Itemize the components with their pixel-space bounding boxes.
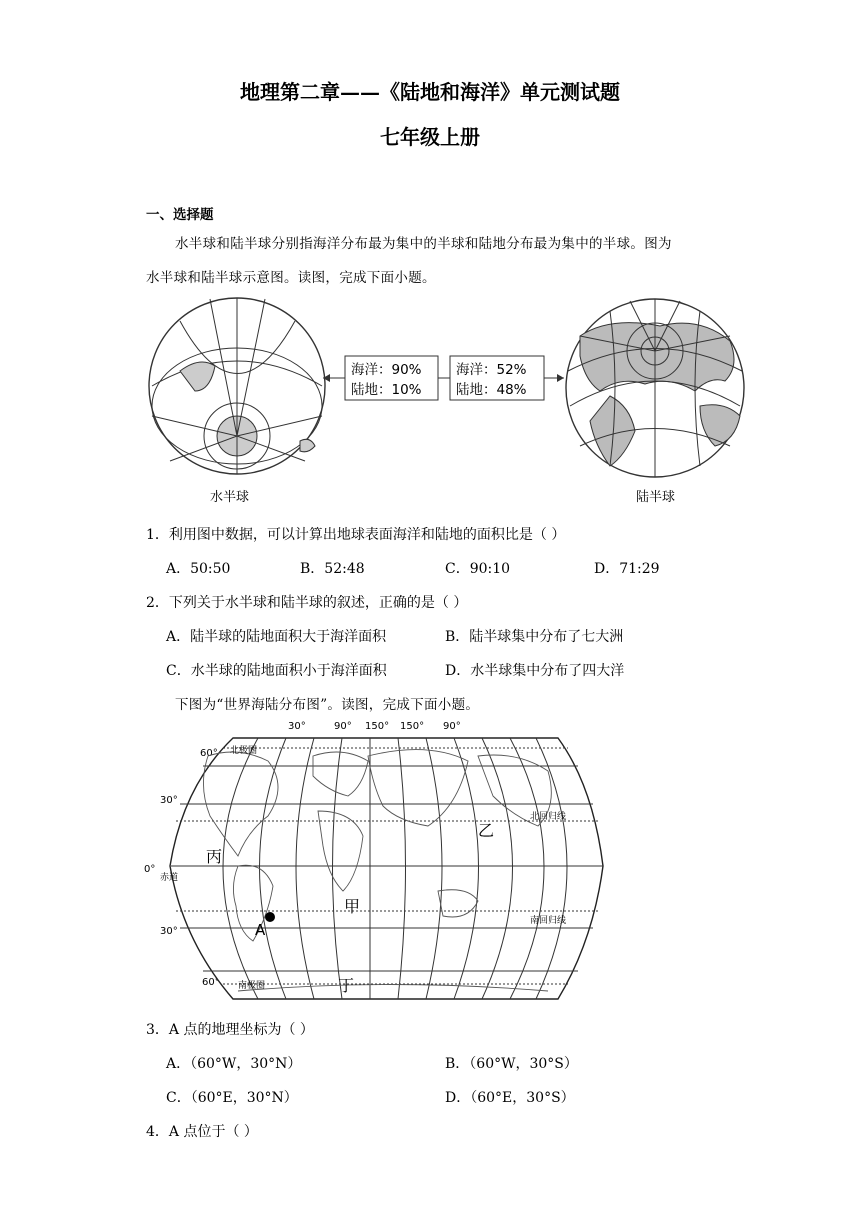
right-arrowhead (557, 374, 564, 382)
marker-a: A (255, 921, 266, 939)
figure2-intro: 下图为“世界海陆分布图”。读图，完成下面小题。 (175, 697, 480, 713)
top-lon-label-3: 150° (365, 721, 390, 732)
marker-bing: 丙 (206, 847, 223, 866)
page-subtitle: 七年级上册 (380, 125, 480, 149)
land-land-pct: 陆地：48% (456, 382, 527, 398)
left-lat-label-60s: 60° (202, 977, 220, 988)
land-ocean-pct: 海洋：52% (456, 362, 527, 378)
hemisphere-figure (140, 296, 750, 510)
q3-option-c[interactable]: C．（60°E，30°N） (166, 1090, 298, 1106)
map-outline (170, 738, 603, 999)
equator-label: 赤道 (160, 873, 179, 883)
q3-option-a[interactable]: A．（60°W，30°N） (166, 1056, 302, 1072)
q1-option-b[interactable]: B．52:48 (300, 561, 365, 577)
q2-option-b[interactable]: B．陆半球集中分布了七大洲 (445, 629, 624, 645)
q1-option-c[interactable]: C．90:10 (445, 561, 511, 577)
top-lon-label-2: 90° (334, 721, 352, 732)
world-map-figure (138, 716, 618, 1006)
q2-option-c[interactable]: C．水半球的陆地面积小于海洋面积 (166, 663, 387, 679)
water-hemisphere-label: 水半球 (210, 490, 250, 505)
land-hemisphere-globe (566, 299, 744, 477)
marker-yi: 乙 (478, 821, 495, 840)
top-lon-label-1: 30° (288, 721, 306, 732)
land-hemisphere-label: 陆半球 (636, 490, 676, 505)
q2-option-a[interactable]: A．陆半球的陆地面积大于海洋面积 (166, 629, 387, 645)
arctic-circle-label: 北极圈 (230, 746, 258, 756)
q3-option-d[interactable]: D．（60°E，30°S） (445, 1090, 575, 1106)
marker-jia: 甲 (344, 897, 361, 916)
water-land-pct: 陆地：10% (351, 382, 422, 398)
tropic-capricorn-label: 南回归线 (530, 916, 567, 926)
question-1-stem: 1．利用图中数据，可以计算出地球表面海洋和陆地的面积比是（ ） (146, 527, 566, 543)
question-3-stem: 3．A 点的地理坐标为（ ） (146, 1022, 314, 1038)
left-lat-label-30s: 30° (160, 926, 178, 937)
tropic-cancer-label: 北回归线 (530, 812, 567, 822)
section-heading: 一、选择题 (146, 207, 214, 223)
intro-line-2: 水半球和陆半球示意图。读图，完成下面小题。 (146, 270, 436, 286)
point-a-dot (265, 912, 275, 922)
left-lat-label-60n: 60° (200, 748, 218, 759)
question-2-stem: 2．下列关于水半球和陆半球的叙述，正确的是（ ） (146, 595, 468, 611)
question-4-stem: 4．A 点位于（ ） (146, 1124, 258, 1140)
top-lon-label-5: 90° (443, 721, 461, 732)
top-lon-label-4: 150° (400, 721, 425, 732)
page-title: 地理第二章——《陆地和海洋》单元测试题 (240, 80, 620, 104)
intro-line-1: 水半球和陆半球分别指海洋分布最为集中的半球和陆地分布最为集中的半球。图为 (175, 236, 672, 252)
q1-option-d[interactable]: D．71:29 (594, 561, 660, 577)
marker-ding: 丁 (338, 976, 355, 995)
q3-option-b[interactable]: B．（60°W，30°S） (445, 1056, 578, 1072)
antarctic-circle-label: 南极圈 (238, 981, 266, 991)
q2-option-d[interactable]: D．水半球集中分布了四大洋 (445, 663, 625, 679)
left-lat-label-30n: 30° (160, 795, 178, 806)
water-ocean-pct: 海洋：90% (351, 362, 422, 378)
q1-option-a[interactable]: A．50:50 (166, 561, 231, 577)
water-hemisphere-globe (149, 298, 325, 474)
left-lat-label-0: 0° (144, 864, 156, 875)
